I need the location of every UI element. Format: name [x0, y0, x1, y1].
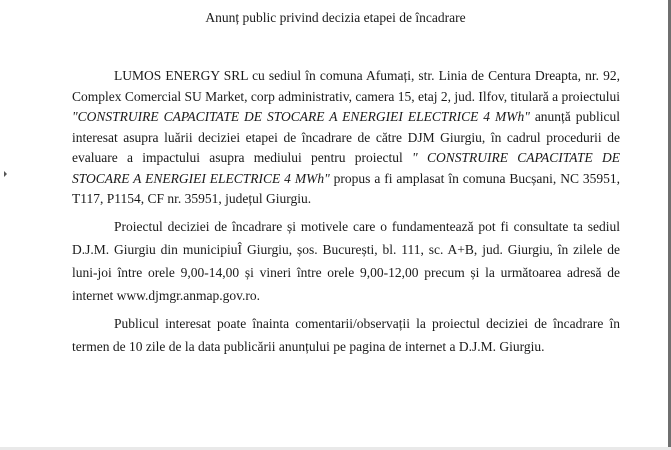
paragraph-comments: Publicul interesat poate înainta comentarii/observații la proiectul deciziei de încadrare în termen de 10 zile de la data publicării anunțului pe pagina de internet a D.J.M. Giurgiu. [72, 315, 620, 354]
intro-text-a: LUMOS ENERGY SRL cu sediul în comuna Afumați, str. Linia de Centura Dreapta, nr. 92, Complex Comercial SU Market, corp administrativ, camera 15, etaj 2, jud. Ilfov, titulară a proiectului [72, 68, 620, 104]
announcement-body [72, 66, 620, 358]
scroll-marker-icon [4, 171, 7, 177]
announcement-title: Anunț public privind decizia etapei de încadrare [205, 10, 466, 25]
project-name-italic-b: " CONSTRUIRE CAPACITATE DE STOCARE A ENERGIEI ELECTRICE 4 MWh" [72, 150, 620, 186]
paragraph-intro [72, 66, 620, 210]
paragraph-consultation: Proiectul deciziei de încadrare și motivele care o fundamentează pot fi consultate ta sediul D.J.M. Giurgiu din municipiuÎ Giurgiu, șos. București, bl. 111, sc. A+B, jud. Giurgiu, în zilele de luni-joi între orele 9,00-14,00 și vineri între orele 9,00-12,00 precum și la următoarea adresă de internet www.djmgr.anmap.gov.ro. [72, 218, 620, 303]
intro-text-c: propus a fi amplasat în comuna Bucșani, NC 35951, T117, P1154, CF nr. 35951, județul Giurgiu. [72, 170, 620, 206]
intro-text-b: anunță publicul interesat asupra luării deciziei etapei de încadrare de către DJM Giurgiu, în cadrul procedurii de evaluare a impactului asupra mediului pentru proiectul [72, 109, 620, 165]
project-name-italic-a: "CONSTRUIRE CAPACITATE DE STOCARE A ENERGIEI ELECTRICE 4 MWh" [72, 109, 530, 124]
